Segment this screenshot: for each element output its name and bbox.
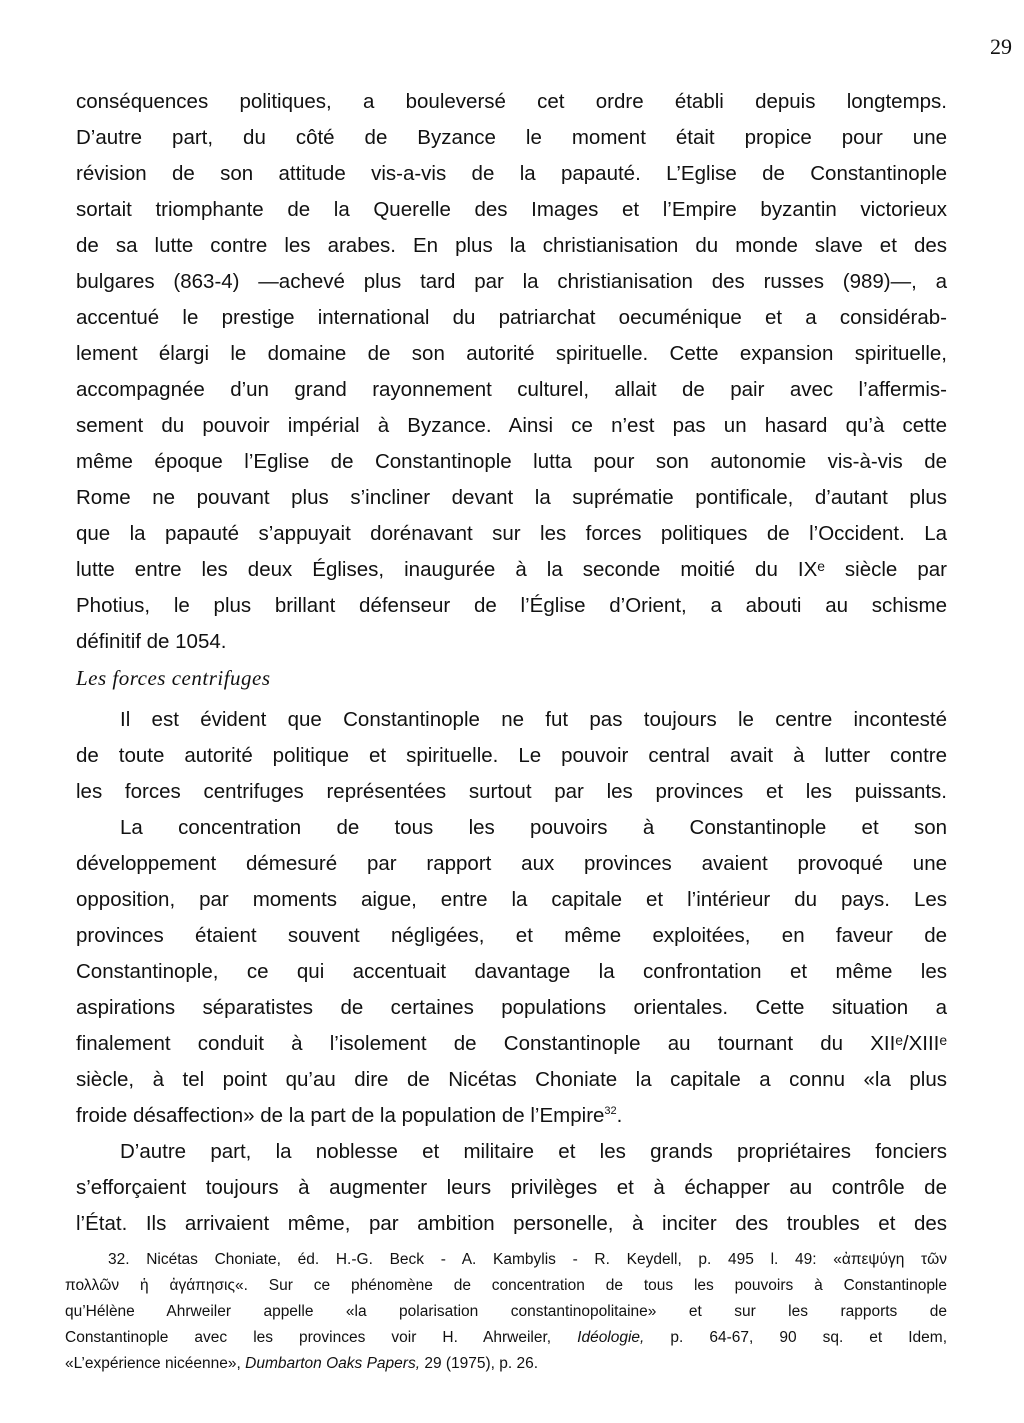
text-line-end: . — [616, 1104, 623, 1127]
footnote-line — [65, 1325, 947, 1351]
footnote-line: πολλῶν ἡ ἀγάπησις«. Sur ce phénomène de concentration de tous les pouvoirs à Constantinople — [65, 1277, 947, 1294]
footnote-title: Dumbarton Oaks Papers, — [245, 1355, 421, 1372]
text-line: La concentration de tous les pouvoirs à Constantinople et son — [120, 816, 947, 839]
text-line: lutte entre les deux Églises, inaugurée à la seconde moitié du IXᵉ siècle par — [76, 558, 947, 581]
text-line: Constantinople, ce qui accentuait davantage la confrontation et même les — [76, 960, 947, 983]
text-line: de sa lutte contre les arabes. En plus la christianisation du monde slave et des — [76, 234, 947, 257]
footnote-line: 32. Nicétas Choniate, éd. H.-G. Beck - A. Kambylis - R. Keydell, p. 495 l. 49: «ἀπεψύγη τῶν — [108, 1251, 947, 1268]
text-line: développement démesuré par rapport aux provinces avaient provoqué une — [76, 852, 947, 875]
text-line: D’autre part, du côté de Byzance le moment était propice pour une — [76, 126, 947, 149]
text-line: que la papauté s’appuyait dorénavant sur les forces politiques de l’Occident. La — [76, 522, 947, 545]
footnote-title: Idéologie, — [577, 1329, 645, 1346]
text-line: Rome ne pouvant plus s’incliner devant la suprématie pontificale, d’autant plus — [76, 486, 947, 509]
text-line: conséquences politiques, a bouleversé cet ordre établi depuis longtemps. — [76, 90, 947, 113]
text-line: aspirations séparatistes de certaines populations orientales. Cette situation a — [76, 996, 947, 1019]
footnote-line: qu’Hélène Ahrweiler appelle «la polarisation constantinopolitaine» et sur les rapports de — [65, 1303, 947, 1320]
text-line — [76, 1098, 947, 1134]
text-line: de toute autorité politique et spirituelle. Le pouvoir central avait à lutter contre — [76, 744, 947, 767]
text-line: accentué le prestige international du patriarchat oecuménique et a considérab- — [76, 306, 947, 329]
footnote-text: Constantinople avec les provinces voir H. Ahrweiler, — [65, 1329, 552, 1346]
text-line: opposition, par moments aigue, entre la capitale et l’intérieur du pays. Les — [76, 888, 947, 911]
text-line: Il est évident que Constantinople ne fut pas toujours le centre incontesté — [120, 708, 947, 731]
text-line: l’État. Ils arrivaient même, par ambition personelle, à inciter des troubles et des — [76, 1212, 947, 1235]
text-line: finalement conduit à l’isolement de Constantinople au tournant du XIIᵉ/XIIIᵉ — [76, 1032, 947, 1055]
footnote-text: p. 64-67, 90 sq. et Idem, — [670, 1329, 947, 1346]
footnote-text: «L’expérience nicéenne», — [65, 1355, 241, 1372]
text-line: accompagnée d’un grand rayonnement culturel, allait de pair avec l’affermis- — [76, 378, 947, 401]
text-line: lement élargi le domaine de son autorité spirituelle. Cette expansion spirituelle, — [76, 342, 947, 365]
text-line: s’efforçaient toujours à augmenter leurs privilèges et à échapper au contrôle de — [76, 1176, 947, 1199]
text-line: définitif de 1054. — [76, 630, 227, 653]
text-line: D’autre part, la noblesse et militaire et les grands propriétaires fonciers — [120, 1140, 947, 1163]
text-line-content: froide désaffection» de la part de la population de l’Empire — [76, 1104, 605, 1127]
text-line: même époque l’Eglise de Constantinople lutta pour son autonomie vis-à-vis de — [76, 450, 947, 473]
text-line: sement du pouvoir impérial à Byzance. Ainsi ce n’est pas un hasard qu’à cette — [76, 414, 947, 437]
text-line: siècle, à tel point qu’au dire de Nicétas Choniate la capitale a connu «la plus — [76, 1068, 947, 1091]
page-number: 29 — [990, 34, 1012, 59]
footnote-line — [65, 1351, 947, 1377]
text-line: sortait triomphante de la Querelle des Images et l’Empire byzantin victorieux — [76, 198, 947, 221]
footnote-text: 29 (1975), p. 26. — [424, 1355, 539, 1372]
footnote-reference: 32 — [604, 1105, 617, 1118]
text-line: Photius, le plus brillant défenseur de l’Église d’Orient, a abouti au schisme — [76, 594, 947, 617]
section-heading: Les forces centrifuges — [76, 666, 271, 690]
text-line: les forces centrifuges représentées surtout par les provinces et les puissants. — [76, 780, 947, 803]
text-line: révision de son attitude vis-a-vis de la papauté. L’Eglise de Constantinople — [76, 162, 947, 185]
text-line: provinces étaient souvent négligées, et même exploitées, en faveur de — [76, 924, 947, 947]
text-line: bulgares (863-4) —achevé plus tard par la christianisation des russes (989)—, a — [76, 270, 947, 293]
